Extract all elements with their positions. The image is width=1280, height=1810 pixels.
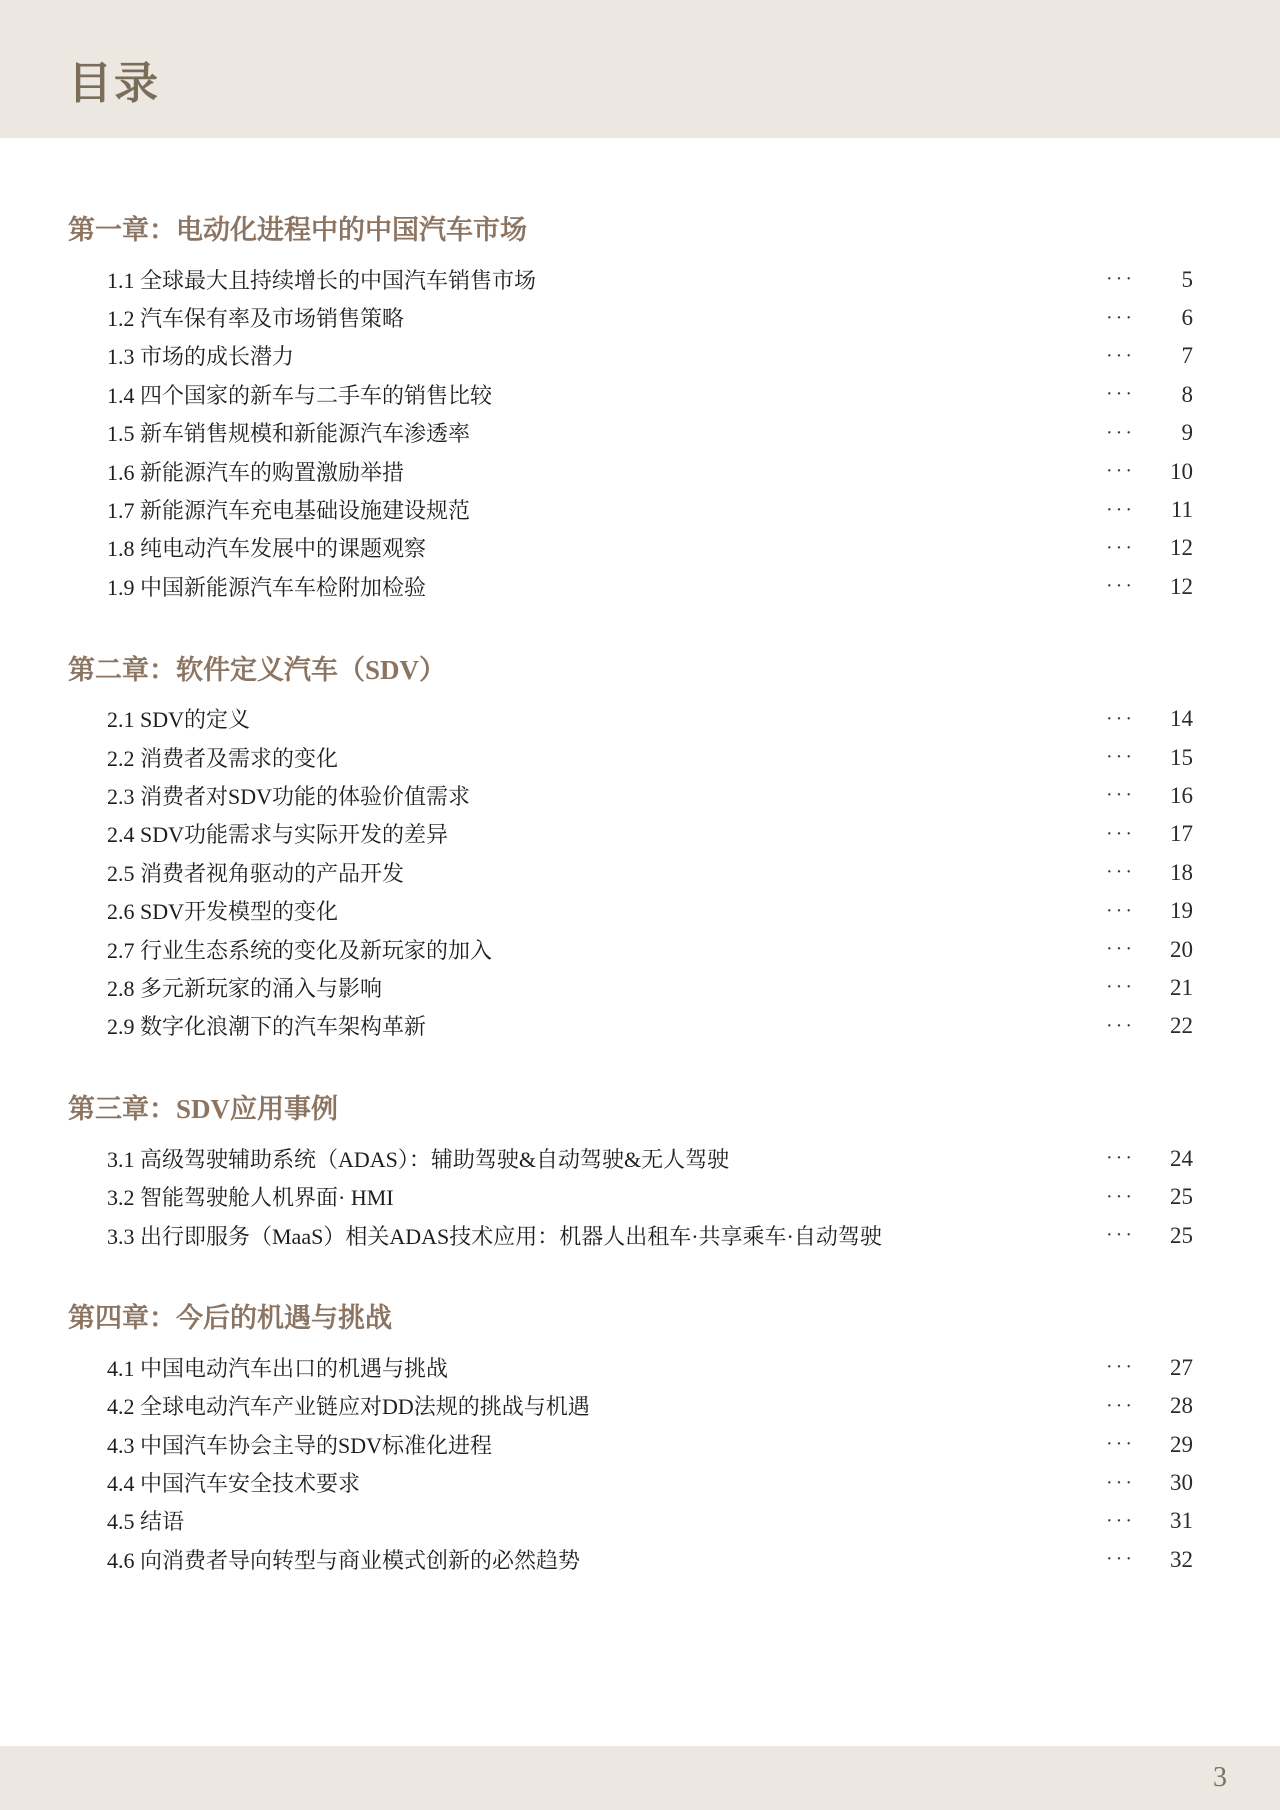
toc-item-label: 3.1 高级驾驶辅助系统（ADAS）：辅助驾驶&自动驾驶&无人驾驶 bbox=[107, 1146, 730, 1172]
toc-item[interactable] bbox=[68, 815, 1193, 853]
toc-item-page: 19 bbox=[1170, 898, 1193, 924]
chapter-title: 第三章：SDV应用事例 bbox=[68, 1094, 339, 1125]
toc-item[interactable] bbox=[68, 1463, 1193, 1501]
leader-dots: ··· bbox=[1106, 1509, 1135, 1532]
toc-item[interactable] bbox=[68, 529, 1193, 567]
toc-item[interactable] bbox=[68, 1425, 1193, 1463]
toc-item-page: 20 bbox=[1170, 936, 1193, 962]
header-band bbox=[0, 0, 1280, 138]
leader-dots: ··· bbox=[1106, 746, 1135, 769]
toc-item[interactable] bbox=[68, 968, 1193, 1006]
toc-item-label: 1.8 纯电动汽车发展中的课题观察 bbox=[107, 536, 427, 562]
toc-item-right bbox=[1106, 575, 1193, 598]
footer-band bbox=[0, 1746, 1280, 1810]
toc-item-label: 2.3 消费者对SDV功能的体验价值需求 bbox=[107, 783, 471, 809]
toc-item-label: 4.4 中国汽车安全技术要求 bbox=[107, 1471, 361, 1497]
toc-item-label: 4.6 向消费者导向转型与商业模式创新的必然趋势 bbox=[107, 1547, 581, 1573]
leader-dots: ··· bbox=[1106, 1471, 1135, 1494]
toc-item[interactable] bbox=[68, 1348, 1193, 1386]
toc-item-right bbox=[1106, 707, 1193, 730]
toc-item[interactable] bbox=[68, 700, 1193, 738]
toc-item-right bbox=[1106, 899, 1193, 922]
toc-item[interactable] bbox=[68, 738, 1193, 776]
toc-item-label: 2.4 SDV功能需求与实际开发的差异 bbox=[107, 822, 449, 848]
leader-dots: ··· bbox=[1106, 1185, 1135, 1208]
toc-item-right bbox=[1106, 268, 1193, 291]
toc-item-label: 1.1 全球最大且持续增长的中国汽车销售市场 bbox=[107, 267, 537, 293]
toc-item-page: 16 bbox=[1170, 782, 1193, 808]
toc-item-page: 15 bbox=[1170, 744, 1193, 770]
chapter-title: 第一章：电动化进程中的中国汽车市场 bbox=[68, 215, 527, 245]
chapter-title: 第四章：今后的机遇与挑战 bbox=[68, 1303, 392, 1334]
toc-item-label: 4.2 全球电动汽车产业链应对DD法规的挑战与机遇 bbox=[107, 1394, 590, 1420]
toc-item-page: 6 bbox=[1181, 305, 1193, 331]
toc-item-label: 1.7 新能源汽车充电基础设施建设规范 bbox=[107, 498, 471, 524]
toc-item-right bbox=[1106, 383, 1193, 406]
toc-chapter-2 bbox=[68, 648, 1193, 1046]
toc-item-right bbox=[1106, 938, 1193, 961]
leader-dots: ··· bbox=[1106, 575, 1135, 598]
toc-item-label: 2.1 SDV的定义 bbox=[107, 707, 251, 733]
toc-item-label: 1.3 市场的成长潜力 bbox=[107, 344, 295, 370]
toc-item-right bbox=[1106, 1224, 1193, 1247]
toc-item[interactable] bbox=[68, 260, 1193, 298]
toc-item-label: 2.8 多元新玩家的涌入与影响 bbox=[107, 975, 383, 1001]
toc-chapter-3 bbox=[68, 1087, 1193, 1254]
toc-item[interactable] bbox=[68, 853, 1193, 891]
toc-item-page: 11 bbox=[1170, 497, 1193, 523]
leader-dots: ··· bbox=[1106, 536, 1135, 559]
toc-item-label: 3.3 出行即服务（MaaS）相关ADAS技术应用：机器人出租车·共享乘车·自动驾驶 bbox=[107, 1223, 882, 1249]
toc-item-page: 25 bbox=[1170, 1184, 1193, 1210]
toc-item-right bbox=[1106, 1509, 1193, 1532]
chapter-title: 第二章：软件定义汽车（SDV） bbox=[68, 654, 447, 685]
leader-dots: ··· bbox=[1106, 784, 1135, 807]
toc-item-right bbox=[1106, 421, 1193, 444]
toc-chapter-1 bbox=[68, 208, 1193, 606]
toc-item-label: 1.4 四个国家的新车与二手车的销售比较 bbox=[107, 382, 493, 408]
toc-item-right bbox=[1106, 536, 1193, 559]
toc-item[interactable] bbox=[68, 1216, 1193, 1254]
leader-dots: ··· bbox=[1106, 861, 1135, 884]
toc-item[interactable] bbox=[68, 337, 1193, 375]
toc-item-page: 5 bbox=[1181, 266, 1193, 292]
toc-item-page: 17 bbox=[1170, 821, 1193, 847]
toc-item-page: 27 bbox=[1170, 1354, 1193, 1380]
toc-item-label: 1.2 汽车保有率及市场销售策略 bbox=[107, 306, 405, 332]
toc-item-label: 2.9 数字化浪潮下的汽车架构革新 bbox=[107, 1014, 427, 1040]
toc-item-right bbox=[1106, 822, 1193, 845]
toc-item[interactable] bbox=[68, 1007, 1193, 1045]
toc-item[interactable] bbox=[68, 930, 1193, 968]
toc-item-right bbox=[1106, 344, 1193, 367]
toc-item-label: 2.2 消费者及需求的变化 bbox=[107, 745, 339, 771]
page-title: 目录 bbox=[68, 59, 160, 108]
leader-dots: ··· bbox=[1106, 1548, 1135, 1571]
toc-item-page: 7 bbox=[1181, 343, 1193, 369]
toc-item-right bbox=[1106, 498, 1193, 521]
toc-item-right bbox=[1106, 460, 1193, 483]
toc-item-right bbox=[1106, 1548, 1193, 1571]
toc-item[interactable] bbox=[68, 298, 1193, 336]
toc-item-label: 1.9 中国新能源汽车车检附加检验 bbox=[107, 574, 427, 600]
toc-item-right bbox=[1106, 784, 1193, 807]
leader-dots: ··· bbox=[1106, 1394, 1135, 1417]
toc-item-label: 2.7 行业生态系统的变化及新玩家的加入 bbox=[107, 937, 493, 963]
leader-dots: ··· bbox=[1106, 976, 1135, 999]
toc-item-label: 1.5 新车销售规模和新能源汽车渗透率 bbox=[107, 421, 471, 447]
toc-item-label: 4.1 中国电动汽车出口的机遇与挑战 bbox=[107, 1355, 449, 1381]
toc-item-label: 3.2 智能驾驶舱人机界面· HMI bbox=[107, 1185, 394, 1211]
toc-item-right bbox=[1106, 1471, 1193, 1494]
toc-item-page: 32 bbox=[1170, 1546, 1193, 1572]
toc-item-right bbox=[1106, 1394, 1193, 1417]
toc-content bbox=[0, 138, 1280, 1579]
toc-item-right bbox=[1106, 1356, 1193, 1379]
toc-item-page: 8 bbox=[1181, 381, 1193, 407]
toc-item-label: 2.6 SDV开发模型的变化 bbox=[107, 899, 339, 925]
toc-item[interactable] bbox=[68, 1540, 1193, 1578]
leader-dots: ··· bbox=[1106, 1356, 1135, 1379]
toc-item-page: 24 bbox=[1170, 1145, 1193, 1171]
leader-dots: ··· bbox=[1106, 1147, 1135, 1170]
toc-item[interactable] bbox=[68, 1387, 1193, 1425]
toc-item-page: 28 bbox=[1170, 1393, 1193, 1419]
toc-item[interactable] bbox=[68, 1177, 1193, 1215]
leader-dots: ··· bbox=[1106, 822, 1135, 845]
leader-dots: ··· bbox=[1106, 938, 1135, 961]
toc-item-right bbox=[1106, 976, 1193, 999]
toc-item[interactable] bbox=[68, 452, 1193, 490]
toc-item-right bbox=[1106, 1185, 1193, 1208]
toc-item-label: 1.6 新能源汽车的购置激励举措 bbox=[107, 459, 405, 485]
toc-item-page: 14 bbox=[1170, 706, 1193, 732]
toc-item-right bbox=[1106, 1147, 1193, 1170]
toc-item[interactable] bbox=[68, 891, 1193, 929]
toc-item-right bbox=[1106, 1433, 1193, 1456]
footer-page-number: 3 bbox=[1213, 1762, 1227, 1793]
toc-item-right bbox=[1106, 306, 1193, 329]
toc-item-label: 4.5 结语 bbox=[107, 1509, 185, 1535]
toc-item[interactable] bbox=[68, 1502, 1193, 1540]
leader-dots: ··· bbox=[1106, 707, 1135, 730]
toc-item-label: 4.3 中国汽车协会主导的SDV标准化进程 bbox=[107, 1432, 493, 1458]
toc-item-page: 31 bbox=[1170, 1508, 1193, 1534]
toc-item-page: 21 bbox=[1170, 974, 1193, 1000]
toc-item-page: 10 bbox=[1170, 458, 1193, 484]
toc-item[interactable] bbox=[68, 375, 1193, 413]
toc-item-right bbox=[1106, 746, 1193, 769]
toc-item-page: 22 bbox=[1170, 1013, 1193, 1039]
leader-dots: ··· bbox=[1106, 460, 1135, 483]
toc-item-page: 12 bbox=[1170, 535, 1193, 561]
leader-dots: ··· bbox=[1106, 306, 1135, 329]
leader-dots: ··· bbox=[1106, 268, 1135, 291]
toc-item[interactable] bbox=[68, 414, 1193, 452]
toc-item[interactable] bbox=[68, 567, 1193, 605]
toc-item-right bbox=[1106, 1014, 1193, 1037]
toc-item-page: 30 bbox=[1170, 1470, 1193, 1496]
toc-item-right bbox=[1106, 861, 1193, 884]
toc-chapter-4 bbox=[68, 1296, 1193, 1578]
toc-item-page: 25 bbox=[1170, 1222, 1193, 1248]
toc-item-page: 29 bbox=[1170, 1431, 1193, 1457]
toc-item-page: 18 bbox=[1170, 859, 1193, 885]
leader-dots: ··· bbox=[1106, 1014, 1135, 1037]
leader-dots: ··· bbox=[1106, 1224, 1135, 1246]
leader-dots: ··· bbox=[1106, 421, 1135, 444]
leader-dots: ··· bbox=[1106, 383, 1135, 406]
leader-dots: ··· bbox=[1106, 498, 1135, 521]
toc-item-page: 12 bbox=[1170, 573, 1193, 599]
leader-dots: ··· bbox=[1106, 1433, 1135, 1456]
toc-item[interactable] bbox=[68, 490, 1193, 528]
toc-item[interactable] bbox=[68, 1139, 1193, 1177]
toc-item-page: 9 bbox=[1181, 420, 1193, 446]
toc-item[interactable] bbox=[68, 776, 1193, 814]
leader-dots: ··· bbox=[1106, 899, 1135, 922]
toc-item-label: 2.5 消费者视角驱动的产品开发 bbox=[107, 860, 405, 886]
leader-dots: ··· bbox=[1106, 344, 1135, 367]
